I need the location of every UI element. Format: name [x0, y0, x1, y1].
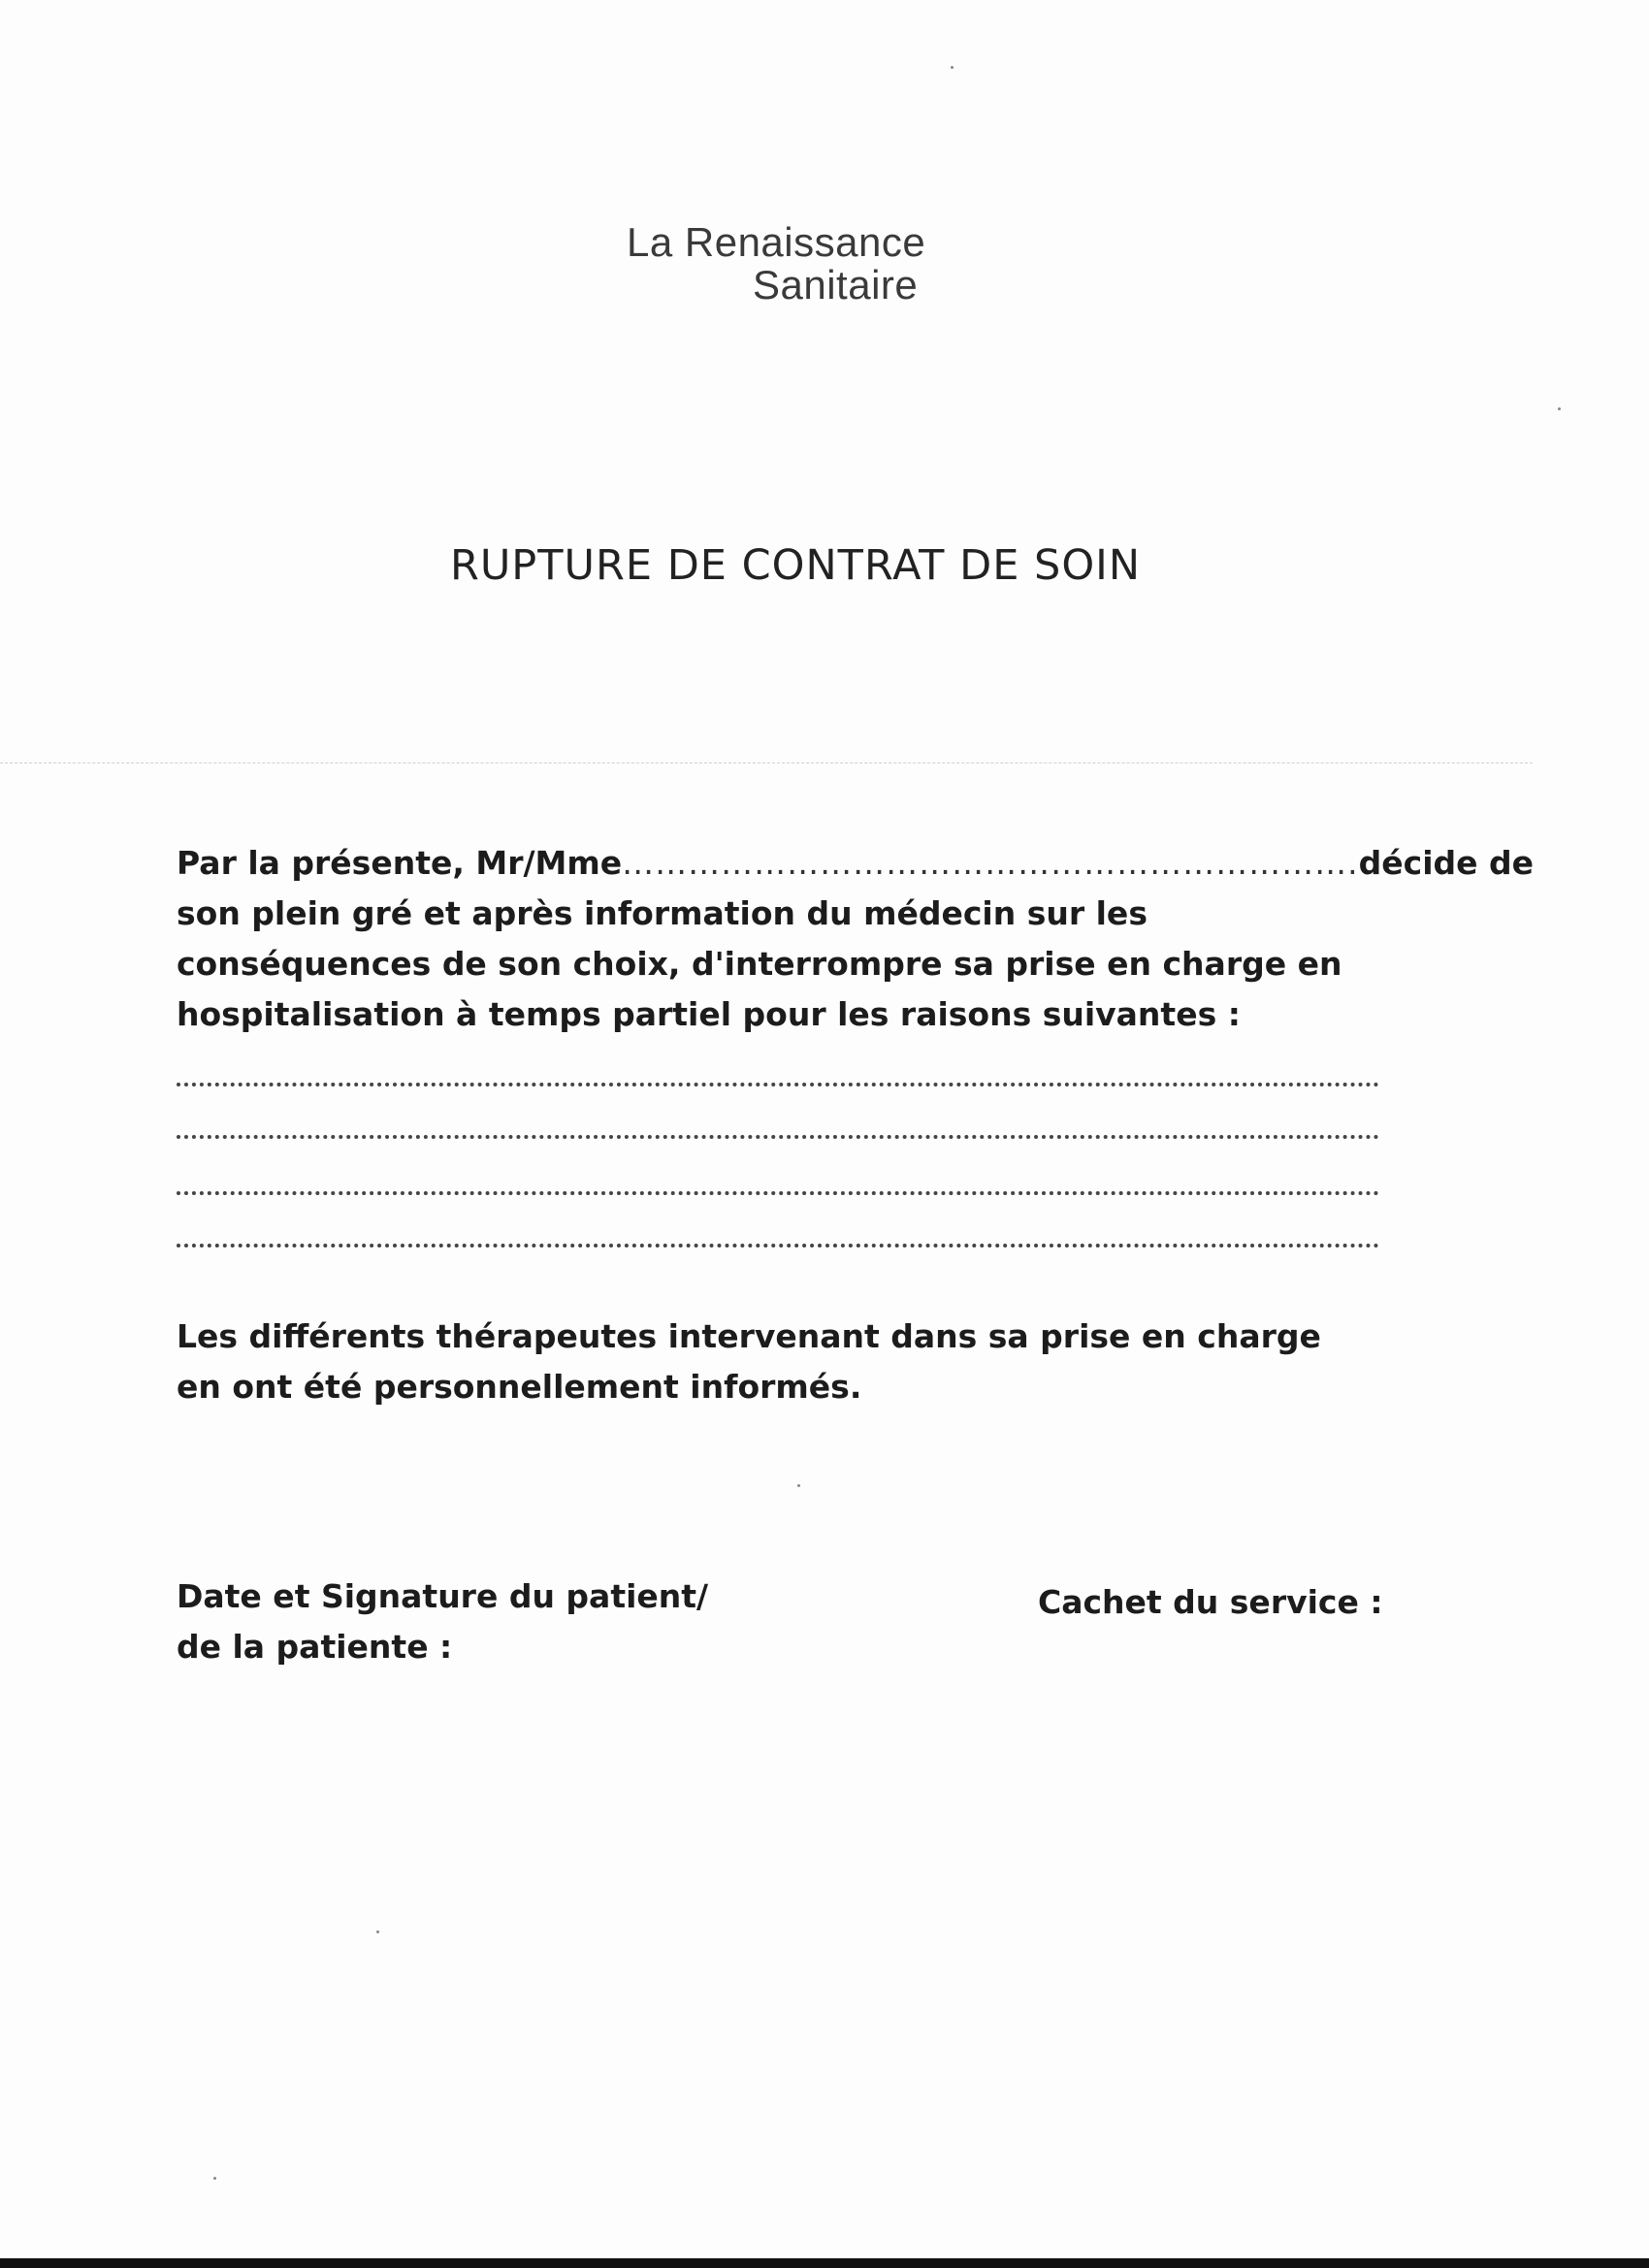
scan-speck: [1558, 407, 1561, 410]
name-blank-field[interactable]: ………………………………………………………….: [622, 844, 1359, 882]
logo-line-2: Sanitaire: [753, 262, 919, 308]
scan-speck: [376, 1930, 379, 1933]
service-stamp-label: Cachet du service :: [1038, 1583, 1383, 1621]
declaration-line-4: hospitalisation à temps partiel pour les raisons suivantes :: [177, 995, 1241, 1033]
declaration-line-3: conséquences de son choix, d'interrompre sa prise en charge en: [177, 945, 1342, 983]
paragraph-declaration: [177, 838, 1535, 1040]
reason-blank-line-4[interactable]: [177, 1244, 1379, 1247]
fold-line: [0, 762, 1533, 763]
scan-speck: [797, 1484, 800, 1487]
declaration-lead: Par la présente, Mr/Mme: [177, 844, 623, 882]
declaration-line-1: [177, 838, 1535, 889]
logo: [627, 221, 925, 307]
reason-blank-line-2[interactable]: [177, 1135, 1379, 1139]
reason-blank-line-3[interactable]: [177, 1191, 1379, 1195]
patient-signature-label: [177, 1571, 856, 1672]
paragraph-therapists: [177, 1312, 1399, 1412]
declaration-line-2: son plein gré et après information du médecin sur les: [177, 894, 1148, 932]
scan-speck: [951, 66, 954, 69]
reason-blank-line-1[interactable]: [177, 1083, 1379, 1086]
scan-speck: [213, 2177, 216, 2180]
declaration-tail: décide de: [1358, 844, 1535, 882]
therapists-line-2: en ont été personnellement informés.: [177, 1368, 862, 1406]
logo-line-1: La Renaissance: [627, 219, 926, 265]
scan-bottom-edge: [0, 2258, 1649, 2268]
signature-label-line-1: Date et Signature du patient/: [177, 1577, 709, 1615]
document-title: RUPTURE DE CONTRAT DE SOIN: [449, 541, 1142, 590]
signature-label-line-2: de la patiente :: [177, 1628, 453, 1666]
therapists-line-1: Les différents thérapeutes intervenant dans sa prise en charge: [177, 1317, 1321, 1355]
